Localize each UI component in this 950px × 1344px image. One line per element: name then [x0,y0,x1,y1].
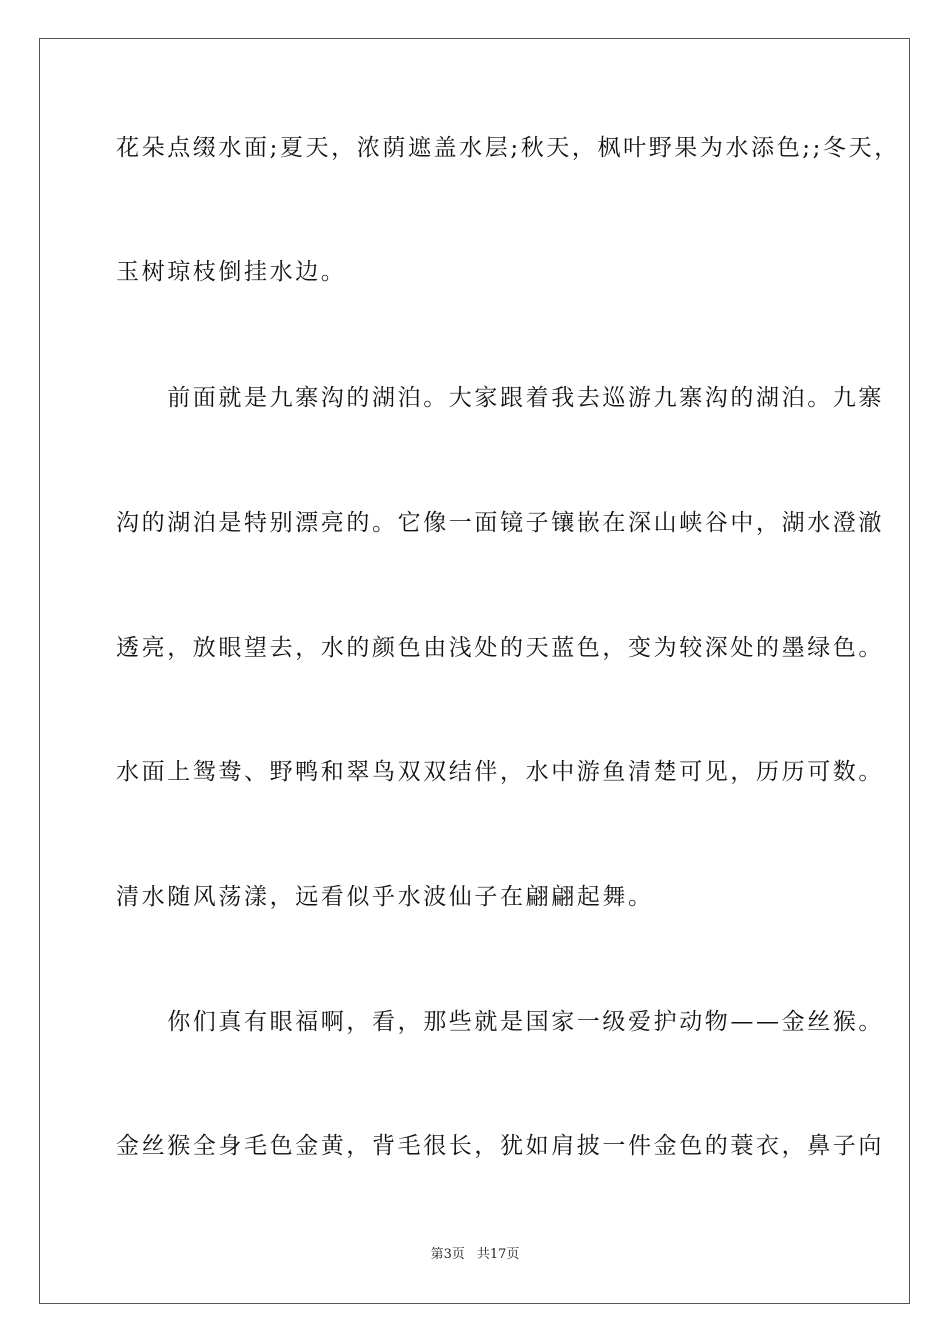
text-line-1: 花朵点缀水面;夏天，浓荫遮盖水层;秋天，枫叶野果为水添色;;冬天， [116,135,900,161]
text-line-9: 金丝猴全身毛色金黄，背毛很长，犹如肩披一件金色的蓑衣，鼻子向 [116,1133,884,1159]
page-total: 共17页 [476,1247,520,1262]
text-line-5: 透亮，放眼望去，水的颜色由浅处的天蓝色，变为较深处的墨绿色。 [116,635,884,661]
page-number: 第3页 [430,1247,465,1262]
text-line-7: 清水随风荡漾，远看似乎水波仙子在翩翩起舞。 [116,884,654,910]
page-border [39,38,910,1304]
text-line-3: 前面就是九寨沟的湖泊。大家跟着我去巡游九寨沟的湖泊。九寨 [116,385,884,411]
text-line-2: 玉树琼枝倒挂水边。 [116,259,347,285]
text-line-8: 你们真有眼福啊，看，那些就是国家一级爱护动物——金丝猴。 [116,1009,884,1035]
text-line-4: 沟的湖泊是特别漂亮的。它像一面镜子镶嵌在深山峡谷中，湖水澄澈 [116,510,884,536]
text-line-6: 水面上鸳鸯、野鸭和翠鸟双双结伴，水中游鱼清楚可见，历历可数。 [116,759,884,785]
page-footer [0,1246,950,1264]
